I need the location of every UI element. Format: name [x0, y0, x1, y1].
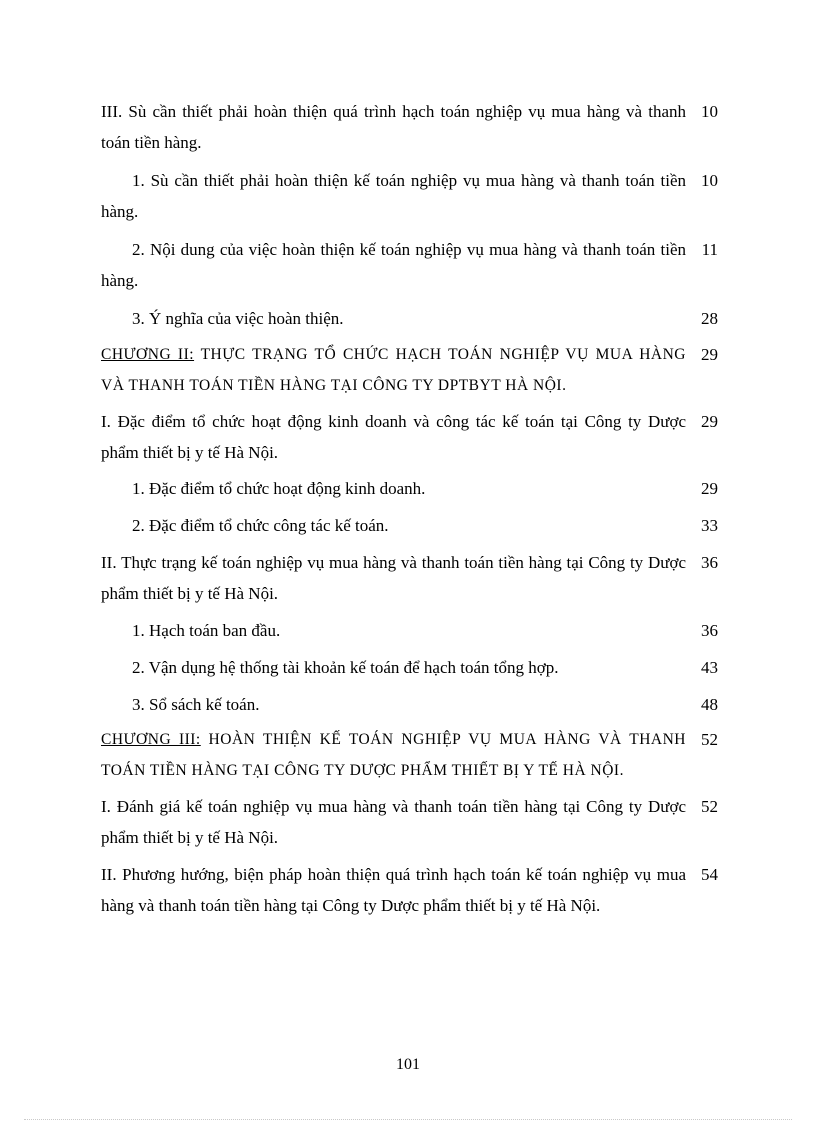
toc-entry-page: 28	[701, 309, 718, 328]
toc-entry-text: 1. Đặc điểm tổ chức hoạt động kinh doanh.	[132, 479, 426, 498]
toc-entry	[101, 510, 718, 541]
toc-entry-page: 48	[701, 695, 718, 714]
toc-entry-text: 3. Sổ sách kế toán.	[132, 695, 260, 714]
toc-entry-page: 29	[701, 345, 718, 364]
toc-entry	[101, 547, 718, 609]
toc-entry	[101, 234, 718, 296]
toc-entry-page: 36	[701, 621, 718, 640]
toc-entry	[101, 165, 718, 227]
toc-entry-text: 2. Đặc điểm tổ chức công tác kế toán.	[132, 516, 389, 535]
toc-entry-text: II. Thực trạng kế toán nghiệp vụ mua hàng và thanh toán tiền hàng tại Công ty Dược phẩm thiết bị y tế Hà Nội.	[101, 553, 686, 603]
toc-entry-page: 10	[701, 171, 718, 190]
page-number: 101	[396, 1056, 420, 1073]
toc-entry	[101, 615, 718, 646]
toc-entry-page: 33	[701, 516, 718, 535]
toc-entry-text: 1. Hạch toán ban đầu.	[132, 621, 281, 640]
toc-entry-page: 36	[701, 553, 718, 572]
chapter-title: HOÀN THIỆN KẾ TOÁN NGHIỆP VỤ MUA HÀNG VÀ THANH TOÁN TIỀN HÀNG TẠI CÔNG TY DƯỢC PHẨM THIẾT BỊ Y TẾ HÀ NỘI.	[101, 731, 686, 779]
page-bottom-divider	[24, 1119, 792, 1120]
toc-entry	[101, 473, 718, 504]
toc-entry-text: 1. Sù cần thiết phải hoàn thiện kế toán nghiệp vụ mua hàng và thanh toán tiền hàng.	[101, 171, 686, 221]
toc-entry-page: 43	[701, 658, 718, 677]
toc-entry-text: 3. Ý nghĩa của việc hoàn thiện.	[132, 309, 344, 328]
toc-entry	[101, 859, 718, 921]
toc-entry-page: 54	[701, 865, 718, 884]
toc-entry-text	[101, 724, 686, 786]
toc-entry	[101, 303, 718, 334]
toc-entry-page: 11	[701, 240, 718, 259]
toc-entry-page: 52	[701, 797, 718, 816]
toc-entry-text: II. Phương hướng, biện pháp hoàn thiện quá trình hạch toán kế toán nghiệp vụ mua hàng và thanh toán tiền hàng tại Công ty Dược phẩm thiết bị y tế Hà Nội.	[101, 865, 686, 915]
toc-entry-page: 29	[701, 479, 718, 498]
toc-entry-text: I. Đặc điểm tổ chức hoạt động kinh doanh và công tác kế toán tại Công ty Dược phẩm thiết bị y tế Hà Nội.	[101, 412, 686, 462]
toc-entry-text: 2. Vận dụng hệ thống tài khoản kế toán để hạch toán tổng hợp.	[132, 658, 559, 677]
table-of-contents	[101, 96, 718, 921]
chapter-title: THỰC TRẠNG TỔ CHỨC HẠCH TOÁN NGHIỆP VỤ MUA HÀNG VÀ THANH TOÁN TIỀN HÀNG TẠI CÔNG TY DPTBYT HÀ NỘI.	[101, 346, 686, 394]
toc-entry-text: I. Đánh giá kế toán nghiệp vụ mua hàng và thanh toán tiền hàng tại Công ty Dược phẩm thiết bị y tế Hà Nội.	[101, 797, 686, 847]
toc-entry-page: 52	[701, 730, 718, 749]
chapter-label: CHƯƠNG III:	[101, 731, 201, 748]
toc-entry-text: 2. Nội dung của việc hoàn thiện kế toán nghiệp vụ mua hàng và thanh toán tiền hàng.	[101, 240, 686, 290]
toc-entry	[101, 689, 718, 720]
toc-entry-page: 10	[701, 102, 718, 121]
toc-entry	[101, 652, 718, 683]
toc-chapter-entry	[101, 724, 718, 786]
toc-entry	[101, 406, 718, 468]
toc-entry-page: 29	[701, 412, 718, 431]
toc-entry	[101, 96, 718, 158]
toc-entry-text	[101, 339, 686, 401]
toc-chapter-entry	[101, 339, 718, 401]
toc-entry-text: III. Sù cần thiết phải hoàn thiện quá trình hạch toán nghiệp vụ mua hàng và thanh toán tiền hàng.	[101, 102, 686, 152]
chapter-label: CHƯƠNG II:	[101, 346, 195, 363]
toc-entry	[101, 791, 718, 853]
